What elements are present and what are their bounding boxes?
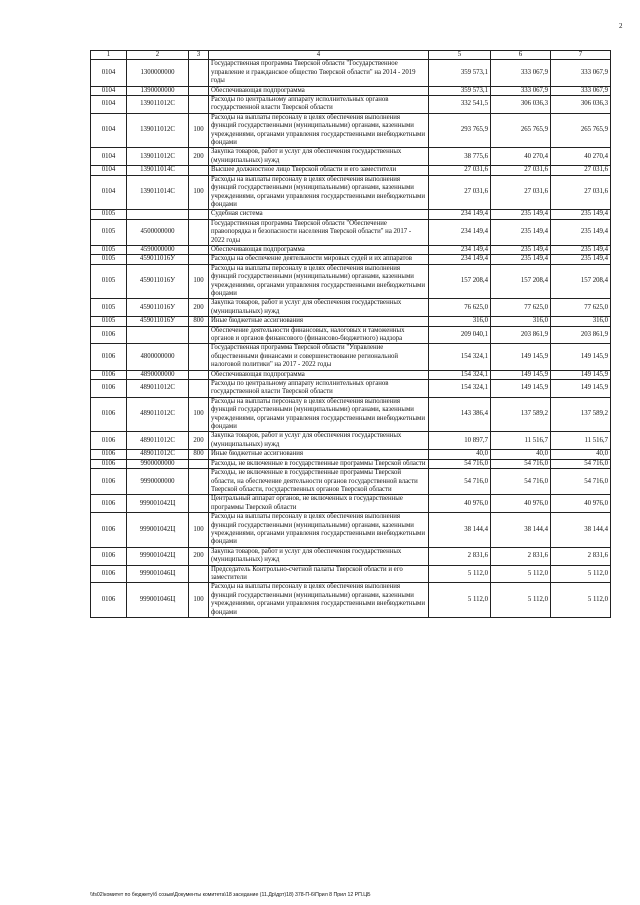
target-article-cell: 999001042Ц	[127, 495, 189, 513]
item-name-cell: Расходы, не включенные в государственные программы Тверской области	[209, 459, 429, 468]
table-row	[91, 219, 611, 245]
section-code-cell: 0106	[91, 344, 127, 370]
amount-year3-cell: 235 149,4	[551, 245, 611, 254]
target-article-cell: 459011016У	[127, 299, 189, 317]
section-code-cell: 0106	[91, 432, 127, 450]
target-article-cell: 4590000000	[127, 245, 189, 254]
table-body	[91, 60, 611, 618]
amount-year1-cell: 54 716,0	[429, 469, 491, 495]
amount-year1-cell: 76 625,0	[429, 299, 491, 317]
amount-year2-cell: 265 765,9	[491, 113, 551, 148]
amount-year2-cell: 235 149,4	[491, 210, 551, 219]
amount-year1-cell: 5 112,0	[429, 565, 491, 583]
amount-year2-cell: 137 589,2	[491, 397, 551, 432]
table-row	[91, 113, 611, 148]
amount-year3-cell: 235 149,4	[551, 255, 611, 264]
amount-year2-cell: 40 270,4	[491, 148, 551, 166]
amount-year2-cell: 5 112,0	[491, 583, 551, 618]
column-header: 5	[429, 51, 491, 60]
section-code-cell: 0105	[91, 255, 127, 264]
amount-year1-cell: 234 149,4	[429, 219, 491, 245]
amount-year3-cell: 306 036,3	[551, 96, 611, 114]
amount-year1-cell: 157 208,4	[429, 264, 491, 299]
amount-year2-cell: 149 145,9	[491, 344, 551, 370]
expense-type-cell: 200	[189, 148, 209, 166]
expense-type-cell: 100	[189, 513, 209, 548]
amount-year3-cell: 40 976,0	[551, 495, 611, 513]
amount-year1-cell: 2 831,6	[429, 547, 491, 565]
column-header: 7	[551, 51, 611, 60]
column-header: 4	[209, 51, 429, 60]
target-article-cell: 4500000000	[127, 219, 189, 245]
expense-type-cell	[189, 495, 209, 513]
expense-type-cell	[189, 380, 209, 398]
amount-year3-cell: 316,0	[551, 317, 611, 326]
amount-year2-cell: 235 149,4	[491, 245, 551, 254]
expense-type-cell	[189, 459, 209, 468]
expense-type-cell	[189, 326, 209, 344]
expense-type-cell	[189, 96, 209, 114]
amount-year1-cell: 38 144,4	[429, 513, 491, 548]
section-code-cell: 0104	[91, 113, 127, 148]
expense-type-cell: 800	[189, 450, 209, 459]
amount-year1-cell: 27 031,6	[429, 166, 491, 175]
amount-year3-cell: 333 067,9	[551, 86, 611, 95]
section-code-cell: 0104	[91, 96, 127, 114]
table-row	[91, 547, 611, 565]
expense-type-cell	[189, 565, 209, 583]
amount-year2-cell: 27 031,6	[491, 166, 551, 175]
expense-type-cell	[189, 469, 209, 495]
amount-year3-cell: 5 112,0	[551, 583, 611, 618]
table-row	[91, 326, 611, 344]
expense-type-cell	[189, 166, 209, 175]
amount-year1-cell: 209 040,1	[429, 326, 491, 344]
target-article-cell: 1300000000	[127, 60, 189, 86]
amount-year2-cell: 333 067,9	[491, 86, 551, 95]
amount-year2-cell: 5 112,0	[491, 565, 551, 583]
table-row	[91, 432, 611, 450]
section-code-cell: 0106	[91, 326, 127, 344]
item-name-cell: Расходы по центральному аппарату исполнительных органов государственной власти Тверской области	[209, 96, 429, 114]
amount-year1-cell: 293 765,9	[429, 113, 491, 148]
item-name-cell: Центральный аппарат органов, не включенных в государственные программы Тверской области	[209, 495, 429, 513]
item-name-cell: Закупка товаров, работ и услуг для обеспечения государственных (муниципальных) нужд	[209, 148, 429, 166]
target-article-cell	[127, 210, 189, 219]
table-row	[91, 397, 611, 432]
expense-type-cell: 100	[189, 397, 209, 432]
section-code-cell: 0104	[91, 166, 127, 175]
amount-year3-cell: 235 149,4	[551, 210, 611, 219]
target-article-cell: 999001042Ц	[127, 513, 189, 548]
table-row	[91, 299, 611, 317]
section-code-cell: 0105	[91, 317, 127, 326]
column-header: 6	[491, 51, 551, 60]
column-header: 1	[91, 51, 127, 60]
amount-year2-cell: 77 625,0	[491, 299, 551, 317]
item-name-cell: Обеспечивающая подпрограмма	[209, 86, 429, 95]
table-row	[91, 469, 611, 495]
item-name-cell: Иные бюджетные ассигнования	[209, 450, 429, 459]
target-article-cell: 4800000000	[127, 344, 189, 370]
table-header-row	[91, 51, 611, 60]
expense-type-cell: 200	[189, 299, 209, 317]
target-article-cell: 459011016У	[127, 255, 189, 264]
section-code-cell: 0105	[91, 299, 127, 317]
item-name-cell: Обеспечивающая подпрограмма	[209, 245, 429, 254]
section-code-cell: 0105	[91, 264, 127, 299]
amount-year1-cell: 38 775,6	[429, 148, 491, 166]
amount-year1-cell: 5 112,0	[429, 583, 491, 618]
amount-year1-cell: 316,0	[429, 317, 491, 326]
target-article-cell: 1390000000	[127, 86, 189, 95]
target-article-cell: 489011012С	[127, 397, 189, 432]
amount-year2-cell: 40 976,0	[491, 495, 551, 513]
section-code-cell: 0106	[91, 459, 127, 468]
table-row	[91, 583, 611, 618]
target-article-cell: 999001046Ц	[127, 565, 189, 583]
amount-year3-cell: 2 831,6	[551, 547, 611, 565]
amount-year3-cell: 157 208,4	[551, 264, 611, 299]
amount-year2-cell: 316,0	[491, 317, 551, 326]
expense-type-cell	[189, 210, 209, 219]
column-header: 3	[189, 51, 209, 60]
item-name-cell: Иные бюджетные ассигнования	[209, 317, 429, 326]
amount-year3-cell: 149 145,9	[551, 370, 611, 379]
item-name-cell: Государственная программа Тверской области "Управление общественными финансами и совершенствование региональной налоговой политики" на 2017 - 2022 годы	[209, 344, 429, 370]
table-row	[91, 86, 611, 95]
target-article-cell: 489011012С	[127, 380, 189, 398]
target-article-cell: 139011012С	[127, 113, 189, 148]
amount-year1-cell: 40 976,0	[429, 495, 491, 513]
target-article-cell: 489011012С	[127, 450, 189, 459]
expense-type-cell: 100	[189, 175, 209, 210]
item-name-cell: Расходы на выплаты персоналу в целях обеспечения выполнения функций государственными (муниципальными) органами, казенными учреждениями, органами управления государственными внебюджетными фондами	[209, 264, 429, 299]
expense-type-cell	[189, 219, 209, 245]
section-code-cell: 0104	[91, 86, 127, 95]
amount-year2-cell: 27 031,6	[491, 175, 551, 210]
target-article-cell: 139011014С	[127, 166, 189, 175]
item-name-cell: Обеспечение деятельности финансовых, налоговых и таможенных органов и органов финансового (финансово-бюджетного) надзора	[209, 326, 429, 344]
expense-type-cell	[189, 60, 209, 86]
section-code-cell: 0106	[91, 450, 127, 459]
table-row	[91, 459, 611, 468]
amount-year1-cell: 359 573,1	[429, 86, 491, 95]
target-article-cell: 459011016У	[127, 317, 189, 326]
expense-type-cell	[189, 245, 209, 254]
amount-year2-cell: 203 861,9	[491, 326, 551, 344]
section-code-cell: 0106	[91, 370, 127, 379]
section-code-cell: 0106	[91, 513, 127, 548]
amount-year2-cell: 235 149,4	[491, 255, 551, 264]
item-name-cell: Расходы на выплаты персоналу в целях обеспечения выполнения функций государственными (муниципальными) органами, казенными учреждениями, органами управления государственными внебюджетными фондами	[209, 397, 429, 432]
amount-year1-cell: 40,0	[429, 450, 491, 459]
section-code-cell: 0104	[91, 175, 127, 210]
amount-year2-cell: 306 036,3	[491, 96, 551, 114]
target-article-cell: 139011012С	[127, 148, 189, 166]
amount-year1-cell: 234 149,4	[429, 255, 491, 264]
amount-year1-cell: 54 716,0	[429, 459, 491, 468]
expense-type-cell: 800	[189, 317, 209, 326]
amount-year1-cell: 359 573,1	[429, 60, 491, 86]
amount-year3-cell: 54 716,0	[551, 459, 611, 468]
target-article-cell: 999001046Ц	[127, 583, 189, 618]
item-name-cell: Закупка товаров, работ и услуг для обеспечения государственных (муниципальных) нужд	[209, 432, 429, 450]
target-article-cell	[127, 326, 189, 344]
section-code-cell: 0106	[91, 495, 127, 513]
item-name-cell: Расходы, не включенные в государственные программы Тверской области, на обеспечение деятельности органов государственной власти Тверской области, государственных органов Тверской области	[209, 469, 429, 495]
amount-year3-cell: 333 067,9	[551, 60, 611, 86]
section-code-cell: 0106	[91, 547, 127, 565]
amount-year3-cell: 27 031,6	[551, 175, 611, 210]
column-header: 2	[127, 51, 189, 60]
file-path-footer: \\fs02\комитет по бюджету\б созыв\Документы комитета\18 заседание (11.Др\дрт)18) 378-П-6\Прил 8 Прил 12 РП.ЦБ	[90, 892, 371, 898]
amount-year2-cell: 157 208,4	[491, 264, 551, 299]
expense-type-cell	[189, 255, 209, 264]
amount-year3-cell: 54 716,0	[551, 469, 611, 495]
section-code-cell: 0106	[91, 397, 127, 432]
target-article-cell: 139011012С	[127, 96, 189, 114]
section-code-cell: 0106	[91, 469, 127, 495]
amount-year1-cell: 234 149,4	[429, 245, 491, 254]
table-row	[91, 96, 611, 114]
expense-type-cell: 200	[189, 547, 209, 565]
expense-type-cell: 100	[189, 113, 209, 148]
table-row	[91, 565, 611, 583]
table-row	[91, 513, 611, 548]
expense-type-cell: 100	[189, 583, 209, 618]
amount-year2-cell: 11 516,7	[491, 432, 551, 450]
item-name-cell: Государственная программа Тверской области "Обеспечение правопорядка и безопасности населения Тверской области" на 2017 - 2022 годы	[209, 219, 429, 245]
expense-type-cell: 100	[189, 264, 209, 299]
target-article-cell: 139011014С	[127, 175, 189, 210]
amount-year1-cell: 332 541,5	[429, 96, 491, 114]
amount-year1-cell: 154 324,1	[429, 344, 491, 370]
item-name-cell: Закупка товаров, работ и услуг для обеспечения государственных (муниципальных) нужд	[209, 299, 429, 317]
amount-year3-cell: 149 145,9	[551, 344, 611, 370]
section-code-cell: 0104	[91, 60, 127, 86]
item-name-cell: Расходы на выплаты персоналу в целях обеспечения выполнения функций государственными (муниципальными) органами, казенными учреждениями, органами управления государственными внебюджетными фондами	[209, 583, 429, 618]
table-row	[91, 166, 611, 175]
budget-table	[90, 50, 611, 618]
table-row	[91, 210, 611, 219]
section-code-cell: 0104	[91, 148, 127, 166]
section-code-cell: 0106	[91, 380, 127, 398]
table-row	[91, 380, 611, 398]
item-name-cell: Судебная система	[209, 210, 429, 219]
page-number: 2	[619, 22, 623, 30]
section-code-cell: 0105	[91, 210, 127, 219]
table-row	[91, 60, 611, 86]
target-article-cell: 489011012С	[127, 432, 189, 450]
target-article-cell: 459011016У	[127, 264, 189, 299]
amount-year3-cell: 38 144,4	[551, 513, 611, 548]
target-article-cell: 9990000000	[127, 469, 189, 495]
amount-year1-cell: 10 897,7	[429, 432, 491, 450]
expense-type-cell	[189, 86, 209, 95]
expense-type-cell	[189, 344, 209, 370]
amount-year2-cell: 333 067,9	[491, 60, 551, 86]
target-article-cell: 999001042Ц	[127, 547, 189, 565]
amount-year3-cell: 77 625,0	[551, 299, 611, 317]
amount-year3-cell: 40,0	[551, 450, 611, 459]
amount-year2-cell: 235 149,4	[491, 219, 551, 245]
amount-year3-cell: 149 145,9	[551, 380, 611, 398]
amount-year2-cell: 2 831,6	[491, 547, 551, 565]
item-name-cell: Расходы по центральному аппарату исполнительных органов государственной власти Тверской области	[209, 380, 429, 398]
item-name-cell: Председатель Контрольно-счетной палаты Тверской области и его заместители	[209, 565, 429, 583]
amount-year1-cell: 143 386,4	[429, 397, 491, 432]
item-name-cell: Расходы на выплаты персоналу в целях обеспечения выполнения функций государственными (муниципальными) органами, казенными учреждениями, органами управления государственными внебюджетными фондами	[209, 175, 429, 210]
table-row	[91, 450, 611, 459]
section-code-cell: 0106	[91, 565, 127, 583]
amount-year2-cell: 54 716,0	[491, 459, 551, 468]
amount-year3-cell: 40 270,4	[551, 148, 611, 166]
amount-year2-cell: 38 144,4	[491, 513, 551, 548]
item-name-cell: Расходы на выплаты персоналу в целях обеспечения выполнения функций государственными (муниципальными) органами, казенными учреждениями, органами управления государственными внебюджетными фондами	[209, 513, 429, 548]
amount-year2-cell: 54 716,0	[491, 469, 551, 495]
table-row	[91, 495, 611, 513]
section-code-cell: 0105	[91, 219, 127, 245]
section-code-cell: 0105	[91, 245, 127, 254]
amount-year3-cell: 203 861,9	[551, 326, 611, 344]
amount-year2-cell: 149 145,9	[491, 370, 551, 379]
table-row	[91, 370, 611, 379]
item-name-cell: Обеспечивающая подпрограмма	[209, 370, 429, 379]
table-row	[91, 175, 611, 210]
amount-year1-cell: 234 149,4	[429, 210, 491, 219]
table-row	[91, 255, 611, 264]
item-name-cell: Государственная программа Тверской области "Государственное управление и гражданское общество Тверской области" на 2014 - 2019 годы	[209, 60, 429, 86]
target-article-cell: 4890000000	[127, 370, 189, 379]
item-name-cell: Высшее должностное лицо Тверской области и его заместители	[209, 166, 429, 175]
table-row	[91, 245, 611, 254]
amount-year3-cell: 27 031,6	[551, 166, 611, 175]
amount-year1-cell: 154 324,1	[429, 380, 491, 398]
table-row	[91, 344, 611, 370]
expense-type-cell	[189, 370, 209, 379]
target-article-cell: 9900000000	[127, 459, 189, 468]
table-row	[91, 264, 611, 299]
table-row	[91, 317, 611, 326]
amount-year1-cell: 27 031,6	[429, 175, 491, 210]
amount-year1-cell: 154 324,1	[429, 370, 491, 379]
amount-year2-cell: 40,0	[491, 450, 551, 459]
amount-year3-cell: 11 516,7	[551, 432, 611, 450]
item-name-cell: Расходы на обеспечение деятельности мировых судей и их аппаратов	[209, 255, 429, 264]
item-name-cell: Расходы на выплаты персоналу в целях обеспечения выполнения функций государственными (муниципальными) органами, казенными учреждениями, органами управления государственными внебюджетными фондами	[209, 113, 429, 148]
amount-year3-cell: 265 765,9	[551, 113, 611, 148]
expense-type-cell: 200	[189, 432, 209, 450]
item-name-cell: Закупка товаров, работ и услуг для обеспечения государственных (муниципальных) нужд	[209, 547, 429, 565]
amount-year3-cell: 235 149,4	[551, 219, 611, 245]
amount-year3-cell: 137 589,2	[551, 397, 611, 432]
section-code-cell: 0106	[91, 583, 127, 618]
amount-year2-cell: 149 145,9	[491, 380, 551, 398]
amount-year3-cell: 5 112,0	[551, 565, 611, 583]
table-row	[91, 148, 611, 166]
